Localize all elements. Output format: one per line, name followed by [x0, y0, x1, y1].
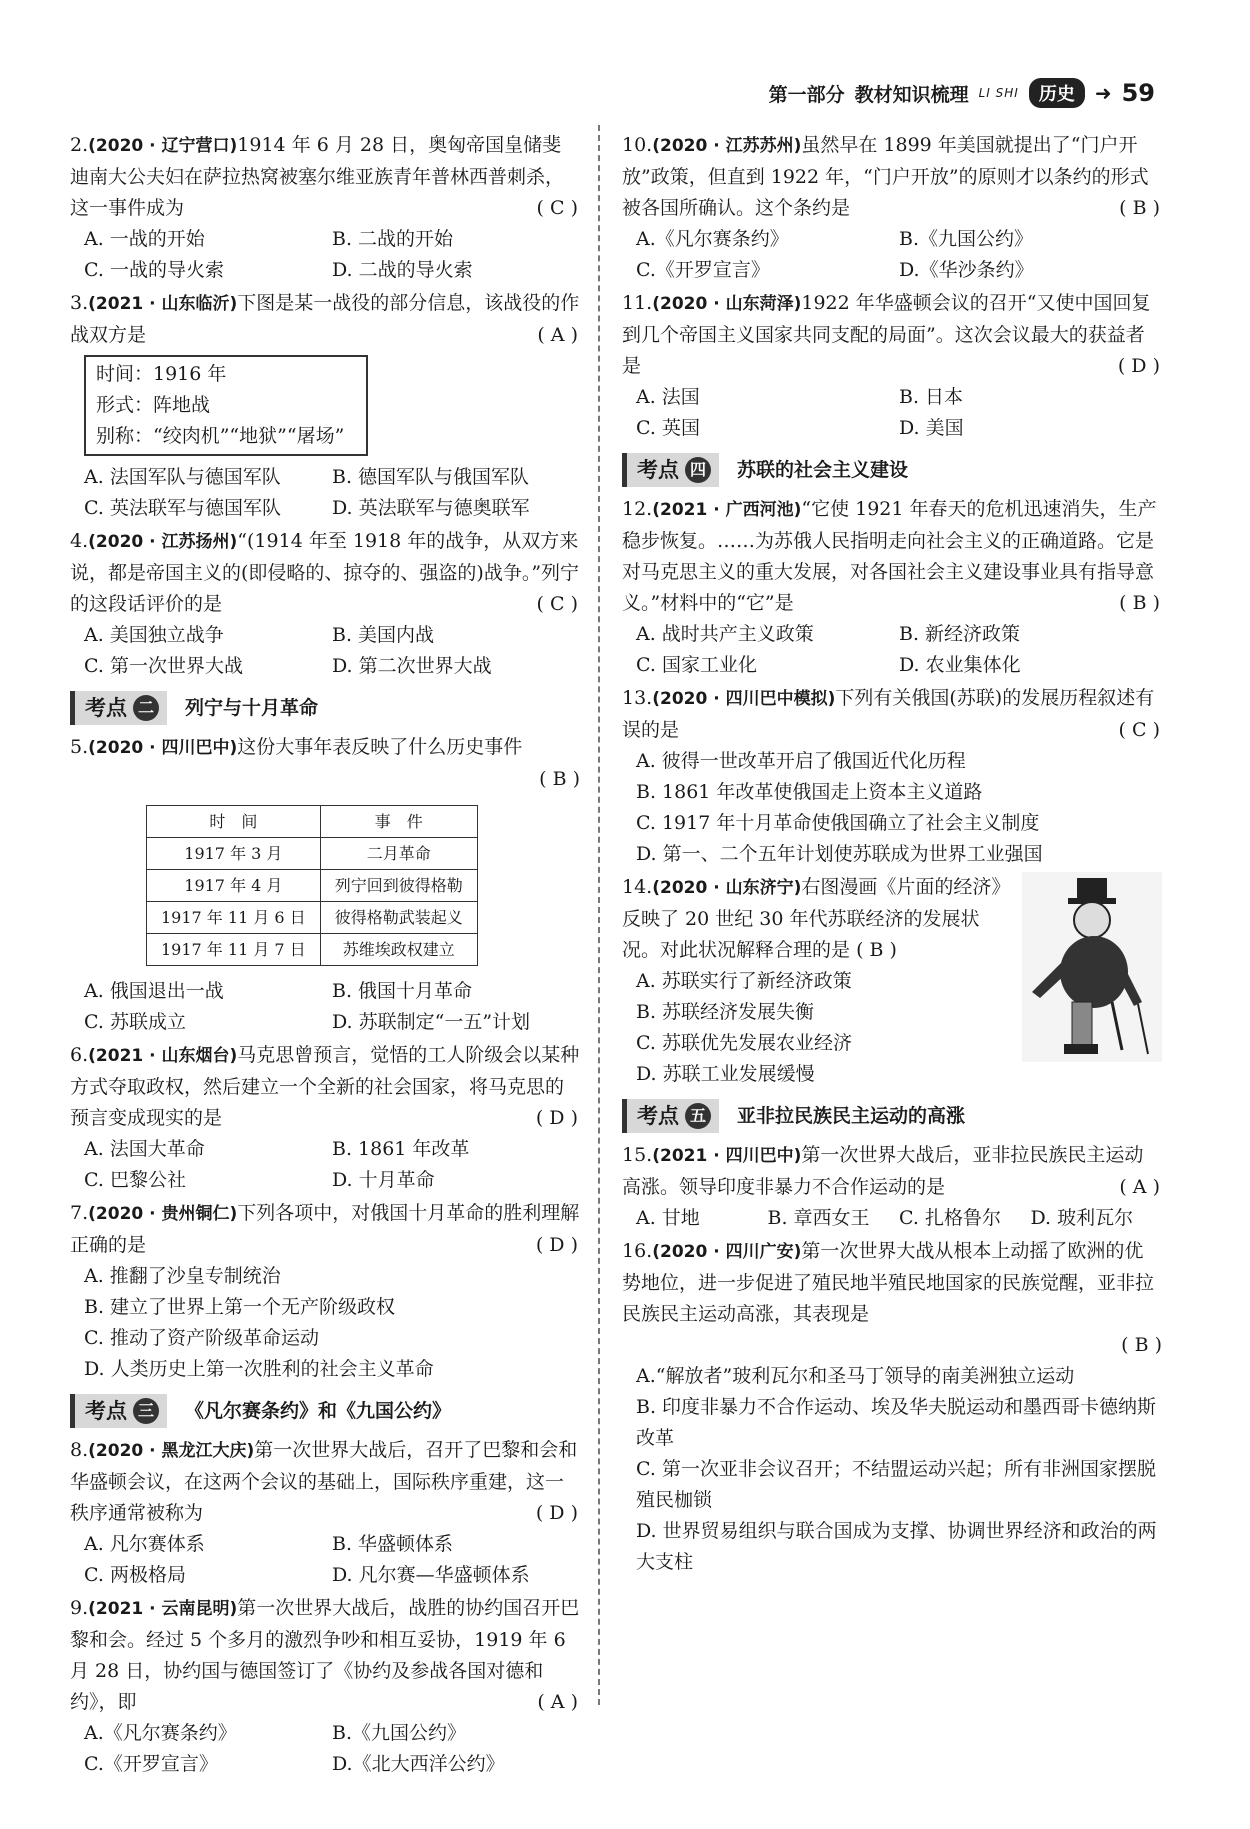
question-text: 1922 年华盛顿会议的召开“又使中国回复到几个帝国主义国家共同支配的局面”。这次会议最大的获益者是	[622, 292, 1151, 377]
question-source: (2020 · 山东济宁)	[652, 878, 802, 898]
answer: ( B )	[856, 939, 897, 961]
question-4	[70, 526, 580, 682]
option: C. 英法联军与德国军队	[84, 497, 281, 519]
options	[622, 382, 1162, 444]
table-row	[147, 934, 478, 966]
page-header	[769, 78, 1155, 108]
section-number: 四	[685, 457, 711, 483]
option: C. 巴黎公社	[84, 1169, 186, 1191]
option: B. 章西女王	[767, 1207, 870, 1229]
option: A.“解放者”玻利瓦尔和圣马丁领导的南美洲独立运动	[636, 1365, 1075, 1387]
answer: ( D )	[535, 1234, 578, 1256]
question-source: (2021 · 山东烟台)	[88, 1046, 238, 1066]
option: A. 彼得一世改革开启了俄国近代化历程	[636, 750, 966, 772]
table-cell: 1917 年 11 月 6 日	[147, 902, 321, 934]
table-header-row	[147, 806, 478, 838]
question-number: 11.	[622, 292, 653, 314]
option: A. 法国大革命	[84, 1138, 205, 1160]
question-13	[622, 683, 1162, 870]
question-source: (2020 · 四川广安)	[652, 1242, 802, 1262]
options	[70, 1134, 580, 1196]
section-title: 亚非拉民族民主运动的高涨	[737, 1104, 966, 1127]
option: C.《开罗宣言》	[636, 259, 770, 281]
question-text: 第一次世界大战后，亚非拉民族民主运动高涨。领导印度非暴力不合作运动的是	[622, 1144, 1144, 1198]
question-16	[622, 1236, 1162, 1578]
option: C. 推动了资产阶级革命运动	[84, 1327, 319, 1349]
section-label: 考点	[637, 1103, 679, 1128]
question-text: 下图是某一战役的部分信息，该战役的作战双方是	[70, 292, 580, 346]
left-column	[70, 130, 580, 1782]
table-header: 时 间	[147, 806, 321, 838]
question-number: 6.	[70, 1044, 89, 1066]
question-number: 2.	[70, 134, 89, 156]
question-number: 13.	[622, 687, 653, 709]
option: D. 苏联制定“一五”计划	[332, 1011, 531, 1033]
question-text: 虽然早在 1899 年美国就提出了“门户开放”政策，但直到 1922 年，“门户开放”的原则才以条约的形式被各国所确认。这个条约是	[622, 134, 1149, 219]
option: D. 苏联工业发展缓慢	[636, 1063, 815, 1085]
table-row	[147, 838, 478, 870]
section-label: 考点	[85, 1398, 127, 1423]
question-source: (2020 · 江苏扬州)	[88, 532, 238, 552]
question-text: 下列各项中，对俄国十月革命的胜利理解正确的是	[70, 1202, 580, 1256]
question-source: (2020 · 贵州铜仁)	[88, 1204, 238, 1224]
question-number: 10.	[622, 134, 653, 156]
option: A. 一战的开始	[84, 228, 205, 250]
option: B. 德国军队与俄国军队	[332, 466, 530, 488]
option: D. 农业集体化	[899, 654, 1021, 676]
table-row	[147, 870, 478, 902]
question-6	[70, 1040, 580, 1196]
info-line: 别称：“绞肉机”“地狱”“屠场”	[96, 425, 345, 447]
section-number: 三	[133, 1398, 159, 1424]
option: B. 建立了世界上第一个无产阶级政权	[84, 1296, 396, 1318]
answer-row	[70, 764, 580, 795]
question-source: (2020 · 山东菏泽)	[652, 294, 802, 314]
question-text: 第一次世界大战后，召开了巴黎和会和华盛顿会议，在这两个会议的基础上，国际秩序重建，这一秩序通常被称为	[70, 1439, 578, 1524]
answer: ( B )	[539, 768, 580, 790]
table-row	[147, 902, 478, 934]
option: C. 第一次世界大战	[84, 655, 243, 677]
question-8	[70, 1435, 580, 1591]
question-number: 15.	[622, 1144, 653, 1166]
question-number: 4.	[70, 530, 89, 552]
option: C. 扎格鲁尔	[899, 1207, 1001, 1229]
header-section: 教材知识梳理	[854, 83, 969, 106]
info-box	[84, 355, 368, 456]
question-9	[70, 1593, 580, 1780]
options	[622, 224, 1162, 286]
question-source: (2021 · 广西河池)	[652, 500, 802, 520]
column-divider	[598, 125, 600, 1705]
table-cell: 1917 年 4 月	[147, 870, 321, 902]
question-5	[70, 732, 580, 1038]
options	[622, 1203, 1162, 1234]
info-line: 时间：1916 年	[96, 363, 227, 385]
option: B. 华盛顿体系	[332, 1533, 454, 1555]
option: A. 凡尔赛体系	[84, 1533, 205, 1555]
question-3	[70, 288, 580, 524]
option: C. 苏联成立	[84, 1011, 186, 1033]
question-10	[622, 130, 1162, 286]
option: A. 推翻了沙皇专制统治	[84, 1265, 281, 1287]
option: D. 英法联军与德奥联军	[332, 497, 530, 519]
option: B. 日本	[899, 386, 964, 408]
event-table	[146, 805, 478, 966]
option: A. 法国军队与德国军队	[84, 466, 281, 488]
option: B. 印度非暴力不合作运动、埃及华夫脱运动和墨西哥卡德纳斯改革	[636, 1396, 1157, 1449]
question-text: 下列有关俄国(苏联)的发展历程叙述有误的是	[622, 687, 1155, 741]
page-number: 59	[1121, 79, 1155, 107]
answer: ( C )	[536, 593, 578, 615]
answer: ( A )	[1119, 1176, 1160, 1198]
section-title: 苏联的社会主义建设	[737, 458, 909, 481]
options	[622, 1361, 1162, 1578]
option: A.《凡尔赛条约》	[84, 1722, 237, 1744]
option: C. 一战的导火索	[84, 259, 224, 281]
options	[70, 1529, 580, 1591]
option: B.《九国公约》	[332, 1722, 467, 1744]
answer: ( D )	[535, 1502, 578, 1524]
option: B. 1861 年改革	[332, 1138, 470, 1160]
table-header: 事 件	[320, 806, 477, 838]
option: D. 美国	[899, 417, 964, 439]
question-source: (2021 · 四川巴中)	[652, 1146, 802, 1166]
question-number: 5.	[70, 736, 89, 758]
section-badge	[70, 691, 167, 725]
options	[622, 746, 1162, 870]
question-2	[70, 130, 580, 286]
question-15	[622, 1140, 1162, 1234]
section-heading-5	[622, 1098, 1162, 1134]
question-number: 16.	[622, 1240, 653, 1262]
info-line: 形式：阵地战	[96, 394, 211, 416]
question-text: 第一次世界大战从根本上动摇了欧洲的优势地位，进一步促进了殖民地半殖民地国家的民族觉醒，亚非拉民族民主运动高涨，其表现是	[622, 1240, 1155, 1325]
table-cell: 彼得格勒武装起义	[320, 902, 477, 934]
question-source: (2020 · 四川巴中)	[88, 738, 238, 758]
option: B. 美国内战	[332, 624, 435, 646]
section-label: 考点	[637, 457, 679, 482]
option: D. 十月革命	[332, 1169, 435, 1191]
question-text: “(1914 年至 1918 年的战争，从双方来说，都是帝国主义的(即侵略的、掠夺的、强盗的)战争。”列宁的这段话评价的是	[70, 530, 580, 615]
option: D.《北大西洋公约》	[332, 1753, 505, 1775]
answer: ( A )	[537, 1691, 578, 1713]
option: C. 1917 年十月革命使俄国确立了社会主义制度	[636, 812, 1040, 834]
option: D. 第二次世界大战	[332, 655, 492, 677]
option: D. 第一、二个五年计划使苏联成为世界工业强国	[636, 843, 1043, 865]
question-source: (2021 · 山东临沂)	[88, 294, 238, 314]
section-heading-4	[622, 452, 1162, 488]
question-text: 第一次世界大战后，战胜的协约国召开巴黎和会。经过 5 个多月的激烈争吵和相互妥协，1919 年 6 月 28 日，协约国与德国签订了《协约及参战各国对德和约》，即	[70, 1597, 580, 1713]
options	[70, 224, 580, 286]
question-source: (2020 · 辽宁营口)	[88, 136, 238, 156]
answer: ( D )	[535, 1107, 578, 1129]
question-number: 9.	[70, 1597, 89, 1619]
option: C.《开罗宣言》	[84, 1753, 218, 1775]
table-cell: 1917 年 11 月 7 日	[147, 934, 321, 966]
answer: ( C )	[1118, 719, 1160, 741]
question-12	[622, 494, 1162, 681]
answer: ( C )	[536, 197, 578, 219]
option: C. 苏联优先发展农业经济	[636, 1032, 852, 1054]
options	[70, 1718, 580, 1780]
options	[622, 619, 1162, 681]
question-source: (2020 · 四川巴中模拟)	[652, 689, 836, 709]
options	[622, 966, 1016, 1090]
option: D.《华沙条约》	[899, 259, 1034, 281]
option: A.《凡尔赛条约》	[636, 228, 789, 250]
question-11	[622, 288, 1162, 444]
section-label: 考点	[85, 695, 127, 720]
section-title: 《凡尔赛条约》和《九国公约》	[185, 1399, 452, 1422]
answer: ( B )	[1121, 1334, 1162, 1356]
header-en: LI SHI	[978, 86, 1019, 100]
option: C. 英国	[636, 417, 700, 439]
right-column	[622, 130, 1162, 1580]
table-cell: 苏维埃政权建立	[320, 934, 477, 966]
question-7	[70, 1198, 580, 1385]
question-text: 右图漫画《片面的经济》反映了 20 世纪 30 年代苏联经济的发展状况。对此状况解释合理的是	[622, 876, 1011, 961]
header-part: 第一部分	[768, 83, 845, 106]
table-cell: 二月革命	[320, 838, 477, 870]
option: A. 美国独立战争	[84, 624, 224, 646]
options	[70, 976, 580, 1038]
arrow-right-icon: ➜	[1094, 81, 1112, 105]
question-number: 14.	[622, 876, 653, 898]
question-text: 马克思曾预言，觉悟的工人阶级会以某种方式夺取政权，然后建立一个全新的社会国家，将马克思的预言变成现实的是	[70, 1044, 580, 1129]
option: D. 人类历史上第一次胜利的社会主义革命	[84, 1358, 434, 1380]
question-source: (2020 · 江苏苏州)	[652, 136, 802, 156]
option: B. 苏联经济发展失衡	[636, 1001, 815, 1023]
option: B.《九国公约》	[899, 228, 1034, 250]
section-heading-2	[70, 690, 580, 726]
option: A. 俄国退出一战	[84, 980, 224, 1002]
option: D. 玻利瓦尔	[1030, 1207, 1134, 1229]
question-source: (2021 · 云南昆明)	[88, 1599, 238, 1619]
option: B. 1861 年改革使俄国走上资本主义道路	[636, 781, 983, 803]
option: A. 甘地	[636, 1207, 700, 1229]
answer: ( B )	[1119, 592, 1160, 614]
option: B. 新经济政策	[899, 623, 1021, 645]
section-number: 二	[133, 695, 159, 721]
question-number: 3.	[70, 292, 89, 314]
options	[70, 462, 580, 524]
option: C. 第一次亚非会议召开；不结盟运动兴起；所有非洲国家摆脱殖民枷锁	[636, 1458, 1156, 1511]
question-number: 8.	[70, 1439, 89, 1461]
options	[70, 620, 580, 682]
table-cell: 列宁回到彼得格勒	[320, 870, 477, 902]
section-number: 五	[685, 1103, 711, 1129]
option: A. 战时共产主义政策	[636, 623, 814, 645]
question-14	[622, 872, 1162, 1090]
question-source: (2020 · 黑龙江大庆)	[88, 1441, 255, 1461]
option: B. 俄国十月革命	[332, 980, 473, 1002]
table-cell: 1917 年 3 月	[147, 838, 321, 870]
options	[70, 1261, 580, 1385]
option: D. 凡尔赛—华盛顿体系	[332, 1564, 530, 1586]
section-title: 列宁与十月革命	[185, 696, 319, 719]
option: D. 二战的导火索	[332, 259, 473, 281]
cartoon-image	[1022, 872, 1162, 1062]
option: C. 国家工业化	[636, 654, 757, 676]
question-text: “它使 1921 年春天的危机迅速消失，生产稳步恢复。……为苏俄人民指明走向社会主义的正确道路。它是对马克思主义的重大发展，对各国社会主义建设事业具有指导意义。”材料中的“它”是	[622, 498, 1157, 614]
header-subject: 历史	[1029, 78, 1085, 108]
answer: ( A )	[537, 324, 578, 346]
section-heading-3	[70, 1393, 580, 1429]
answer: ( D )	[1117, 355, 1160, 377]
answer-row	[622, 1330, 1162, 1361]
question-text: 这份大事年表反映了什么历史事件	[237, 736, 523, 758]
question-number: 12.	[622, 498, 653, 520]
option: D. 世界贸易组织与联合国成为支撑、协调世界经济和政治的两大支柱	[636, 1520, 1157, 1573]
section-badge	[622, 1099, 719, 1133]
question-number: 7.	[70, 1202, 89, 1224]
question-text: 1914 年 6 月 28 日，奥匈帝国皇储斐迪南大公夫妇在萨拉热窝被塞尔维亚族青年普林西普刺杀，这一事件成为	[70, 134, 565, 219]
option: C. 两极格局	[84, 1564, 186, 1586]
section-badge	[622, 453, 719, 487]
option: A. 法国	[636, 386, 700, 408]
answer: ( B )	[1119, 197, 1160, 219]
section-badge	[70, 1394, 167, 1428]
option: A. 苏联实行了新经济政策	[636, 970, 852, 992]
option: B. 二战的开始	[332, 228, 454, 250]
